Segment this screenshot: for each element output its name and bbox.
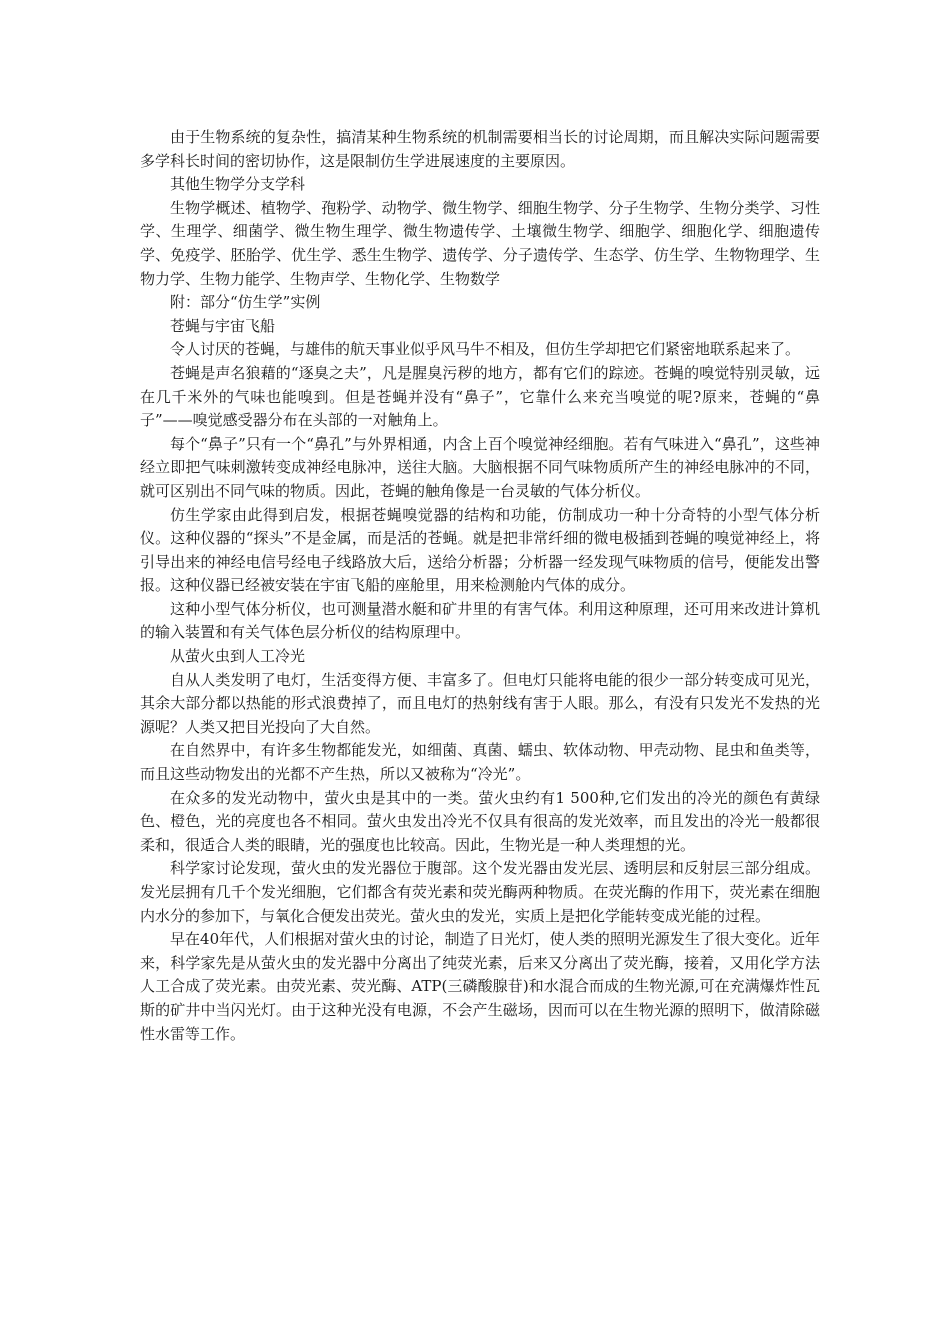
paragraph: 这种小型气体分析仪，也可测量潜水艇和矿井里的有害气体。利用这种原理，还可用来改进计算机的输入装置和有关气体色层分析仪的结构原理中。 [140, 599, 820, 642]
paragraph: 仿生学家由此得到启发，根据苍蝇嗅觉器的结构和功能，仿制成功一种十分奇特的小型气体分析仪。这种仪器的“探头”不是金属，而是活的苍蝇。就是把非常纤细的微电极插到苍蝇的嗅觉神经上，将引导出来的神经电信号经电子线路放大后，送给分析器；分析器一经发现气味物质的信号，便能发出警报。这种仪器已经被安装在宇宙飞船的座舱里，用来检测舱内气体的成分。 [140, 505, 820, 595]
section-heading: 附：部分“仿生学”实例 [170, 293, 321, 312]
section-heading: 从萤火虫到人工冷光 [170, 647, 306, 666]
paragraph: 由于生物系统的复杂性，搞清某种生物系统的机制需要相当长的讨论周期，而且解决实际问题需要多学科长时间的密切协作，这是限制仿生学进展速度的主要原因。 [140, 128, 820, 170]
paragraph: 每个“鼻子”只有一个“鼻孔”与外界相通，内含上百个嗅觉神经细胞。若有气味进入“鼻孔”，这些神经立即把气味刺激转变成神经电脉冲，送往大脑。大脑根据不同气味物质所产生的神经电脉冲的不同，就可区别出不同气味的物质。因此，苍蝇的触角像是一台灵敏的气体分析仪。 [140, 434, 820, 500]
paragraph: 自从人类发明了电灯，生活变得方便、丰富多了。但电灯只能将电能的很少一部分转变成可见光，其余大部分都以热能的形式浪费掉了，而且电灯的热射线有害于人眼。那么，有没有只发光不发热的光源呢？人类又把目光投向了大自然。 [140, 670, 820, 736]
paragraph: 苍蝇是声名狼藉的“逐臭之夫”，凡是腥臭污秽的地方，都有它们的踪迹。苍蝇的嗅觉特别灵敏，远在几千米外的气味也能嗅到。但是苍蝇并没有“鼻子”，它靠什么来充当嗅觉的呢?原来，苍蝇的“鼻子”——嗅觉感受器分布在头部的一对触角上。 [140, 363, 820, 430]
section-heading: 苍蝇与宇宙飞船 [170, 316, 276, 335]
paragraph: 令人讨厌的苍蝇，与雄伟的航天事业似乎风马牛不相及，但仿生学却把它们紧密地联系起来了。 [170, 340, 801, 359]
paragraph: 早在40年代，人们根据对萤火虫的讨论，制造了日光灯，使人类的照明光源发生了很大变化。近年来，科学家先是从萤火虫的发光器中分离出了纯荧光素，后来又分离出了荧光酶，接着，又用化学方法人工合成了荧光素。由荧光素、荧光酶、ATP(三磷酸腺苷)和水混合而成的生物光源,可在充满爆炸性瓦斯的矿井中当闪光灯。由于这种光没有电源，不会产生磁场，因而可以在生物光源的照明下，做清除磁性水雷等工作。 [140, 930, 820, 1043]
section-heading: 其他生物学分支学科 [170, 175, 306, 194]
paragraph: 生物学概述、植物学、孢粉学、动物学、微生物学、细胞生物学、分子生物学、生物分类学、习性学、生理学、细菌学、微生物生理学、微生物遗传学、土壤微生物学、细胞学、细胞化学、细胞遗传学、免疫学、胚胎学、优生学、悉生生物学、遗传学、分子遗传学、生态学、仿生学、生物物理学、生物力学、生物力能学、生物声学、生物化学、生物数学 [140, 198, 820, 288]
paragraph: 在自然界中，有许多生物都能发光，如细菌、真菌、蠕虫、软体动物、甲壳动物、昆虫和鱼类等，而且这些动物发出的光都不产生热，所以又被称为“冷光”。 [140, 741, 820, 784]
paragraph: 科学家讨论发现，萤火虫的发光器位于腹部。这个发光器由发光层、透明层和反射层三部分组成。发光层拥有几千个发光细胞，它们都含有荧光素和荧光酶两种物质。在荧光酶的作用下，荧光素在细胞内水分的参加下，与氧化合便发出荧光。萤火虫的发光，实质上是把化学能转变成光能的过程。 [140, 859, 820, 925]
paragraph: 在众多的发光动物中，萤火虫是其中的一类。萤火虫约有1 500种,它们发出的冷光的颜色有黄绿色、橙色，光的亮度也各不相同。萤火虫发出冷光不仅具有很高的发光效率，而且发出的冷光一般都很柔和，很适合人类的眼睛，光的强度也比较高。因此，生物光是一种人类理想的光。 [140, 788, 820, 854]
document-body [140, 126, 820, 1046]
